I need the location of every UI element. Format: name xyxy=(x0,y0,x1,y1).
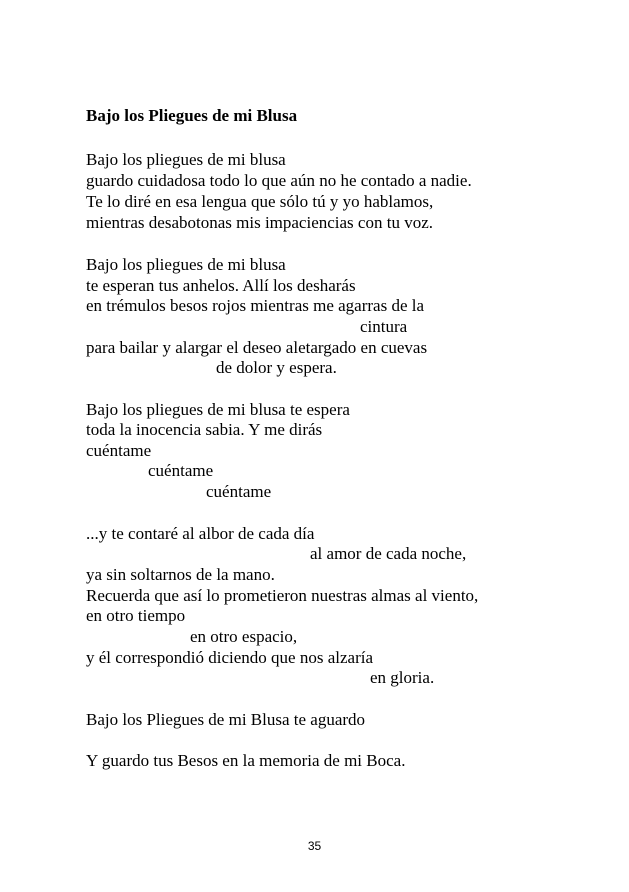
poem-line: te esperan tus anhelos. Allí los desharás xyxy=(86,276,356,295)
poem-line: cuéntame xyxy=(86,441,152,460)
poem-line: en otro tiempo xyxy=(86,606,186,625)
poem-line: Bajo los Pliegues de mi Blusa te aguardo xyxy=(86,710,366,729)
poem-line: para bailar y alargar el deseo aletargado en cuevas xyxy=(86,338,428,357)
poem-line: y él correspondió diciendo que nos alzaría xyxy=(86,648,374,667)
poem-line-indented: cintura xyxy=(360,317,408,336)
poem-line: Y guardo tus Besos en la memoria de mi Boca. xyxy=(86,751,406,770)
poem-line: mientras desabotonas mis impaciencias con tu voz. xyxy=(86,213,433,232)
poem-line-indented: de dolor y espera. xyxy=(216,358,337,377)
poem-line: Bajo los pliegues de mi blusa xyxy=(86,150,286,169)
poem-line: Bajo los pliegues de mi blusa te espera xyxy=(86,400,350,419)
poem-line: guardo cuidadosa todo lo que aún no he contado a nadie. xyxy=(86,171,472,190)
poem-line: toda la inocencia sabia. Y me dirás xyxy=(86,420,323,439)
poem-line-indented: en gloria. xyxy=(370,668,435,687)
poem-title: Bajo los Pliegues de mi Blusa xyxy=(86,106,298,125)
poem-line: en trémulos besos rojos mientras me agarras de la xyxy=(86,296,425,315)
poem-line: ya sin soltarnos de la mano. xyxy=(86,565,275,584)
poem-line-indented: cuéntame xyxy=(148,461,214,480)
poem-line-indented: al amor de cada noche, xyxy=(310,544,467,563)
poem-line: Recuerda que así lo prometieron nuestras almas al viento, xyxy=(86,586,479,605)
poem-line-indented: en otro espacio, xyxy=(190,627,298,646)
poem-line: ...y te contaré al albor de cada día xyxy=(86,524,315,543)
poem-line-indented: cuéntame xyxy=(206,482,272,501)
page-number: 35 xyxy=(307,839,322,853)
poem-line: Bajo los pliegues de mi blusa xyxy=(86,255,286,274)
poem-line: Te lo diré en esa lengua que sólo tú y yo hablamos, xyxy=(86,192,434,211)
